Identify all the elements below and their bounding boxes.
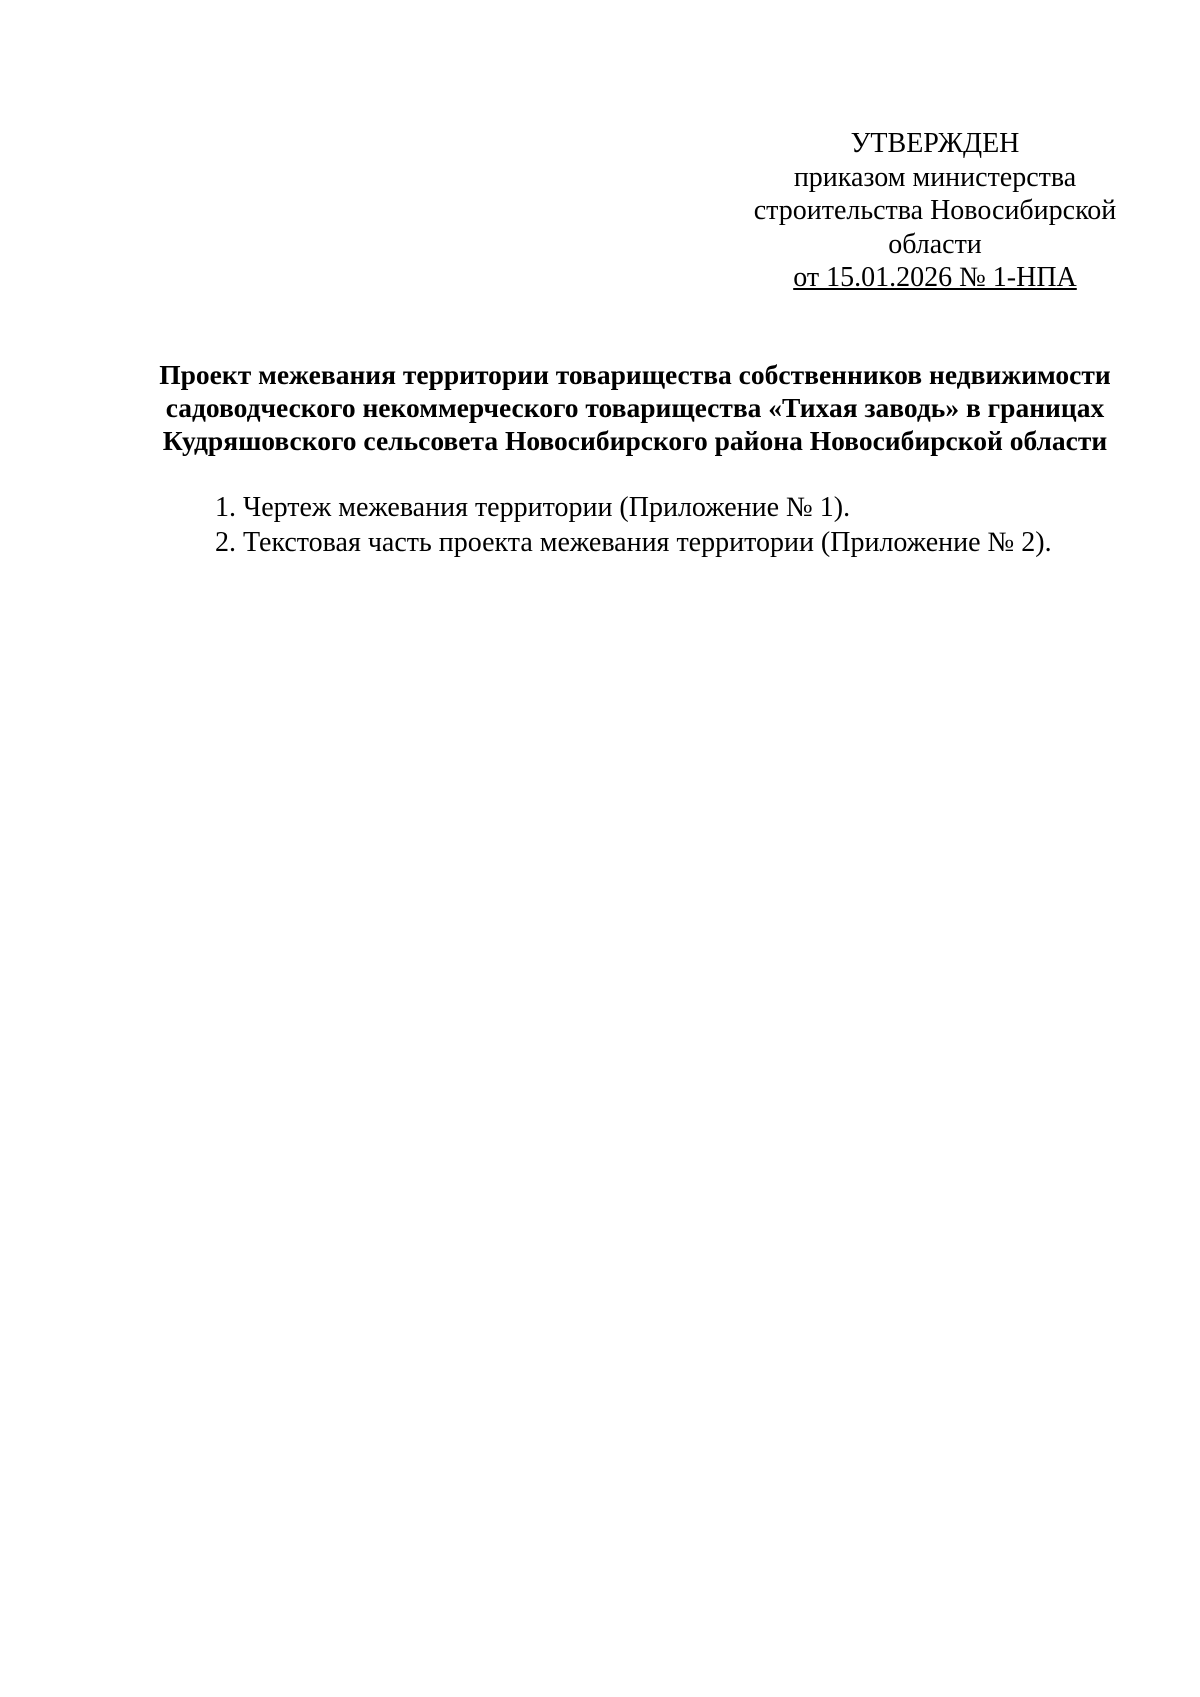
title-line: Проект межевания территории товарищества собственников недвижимости xyxy=(159,359,1111,390)
approval-line: области xyxy=(888,228,982,260)
approval-date-line: от 15.01.2026 № 1-НПА xyxy=(793,262,1077,293)
list-item: 1. Чертеж межевания территории (Приложение № 1). xyxy=(215,492,851,523)
approval-heading: УТВЕРЖДЕН xyxy=(850,128,1020,159)
title-line: Кудряшовского сельсовета Новосибирского района Новосибирской области xyxy=(162,425,1108,456)
attachments-list xyxy=(215,490,1052,560)
approval-line: приказом министерства xyxy=(793,161,1077,193)
title-line: садоводческого некоммерческого товарищества «Тихая заводь» в границах xyxy=(165,392,1105,423)
list-item: 2. Текстовая часть проекта межевания территории (Приложение № 2). xyxy=(215,527,1052,558)
document-title xyxy=(130,358,1140,457)
approval-stamp-block xyxy=(735,127,1135,295)
approval-line: строительства Новосибирской xyxy=(753,195,1117,226)
